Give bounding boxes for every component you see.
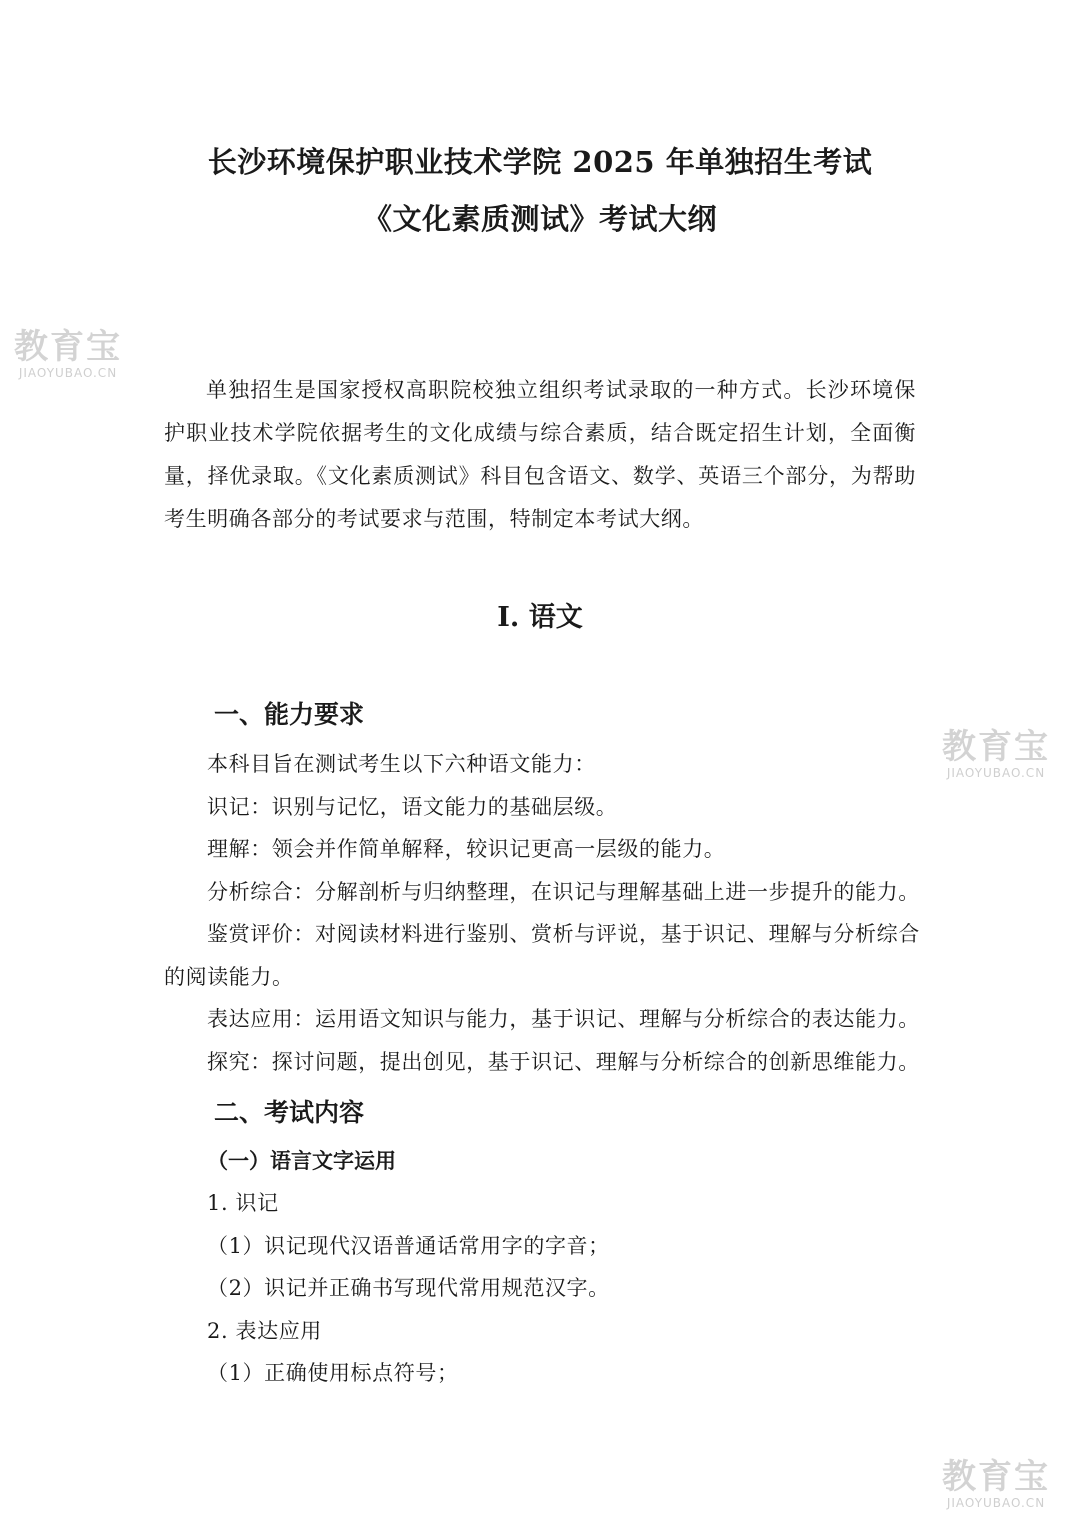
list-item: 1. 识记 [207, 1191, 279, 1215]
section-title-chinese: Ⅰ. 语文 [497, 602, 583, 633]
ability-item-express: 表达应用：运用语文知识与能力，基于识记、理解与分析综合的表达能力。 [207, 1007, 920, 1031]
ability-item-appreciate-cont: 的阅读能力。 [164, 965, 294, 989]
watermark-logo: 教育宝 JIAOYUBAO.CN [942, 1457, 1050, 1510]
heading-language-use: （一）语言文字运用 [207, 1148, 396, 1173]
list-item: 2. 表达应用 [207, 1319, 322, 1343]
ability-item-analyze: 分析综合：分解剖析与归纳整理，在识记与理解基础上进一步提升的能力。 [207, 880, 920, 904]
ability-item-understand: 理解：领会并作简单解释，较识记更高一层级的能力。 [207, 837, 726, 861]
watermark-logo: 教育宝 JIAOYUBAO.CN [14, 327, 122, 380]
document-subtitle: 《文化素质测试》考试大纲 [362, 202, 717, 236]
document-title: 长沙环境保护职业技术学院 2025 年单独招生考试 [207, 145, 873, 179]
ability-item-memorize: 识记：识别与记忆，语文能力的基础层级。 [207, 795, 618, 819]
ability-item-appreciate: 鉴赏评价：对阅读材料进行鉴别、赏析与评说，基于识记、理解与分析综合 [207, 922, 920, 946]
list-item: （1）正确使用标点符号； [207, 1361, 459, 1385]
list-item: （2）识记并正确书写现代常用规范汉字。 [207, 1276, 610, 1300]
ability-intro: 本科目旨在测试考生以下六种语文能力： [207, 752, 596, 776]
ability-item-explore: 探究：探讨问题，提出创见，基于识记、理解与分析综合的创新思维能力。 [207, 1050, 920, 1074]
heading-exam-content: 二、考试内容 [214, 1098, 365, 1127]
intro-paragraph: 单独招生是国家授权高职院校独立组织考试录取的一种方式。长沙环境保护职业技术学院依据考生的文化成绩与综合素质，结合既定招生计划，全面衡量，择优录取。《文化素质测试》科目包含语文、数学、英语三个部分，为帮助考生明确各部分的考试要求与范围，特制定本考试大纲。 [164, 378, 916, 531]
heading-ability-requirements: 一、能力要求 [214, 700, 365, 729]
list-item: （1）识记现代汉语普通话常用字的字音； [207, 1234, 610, 1258]
watermark-logo: 教育宝 JIAOYUBAO.CN [942, 727, 1050, 780]
